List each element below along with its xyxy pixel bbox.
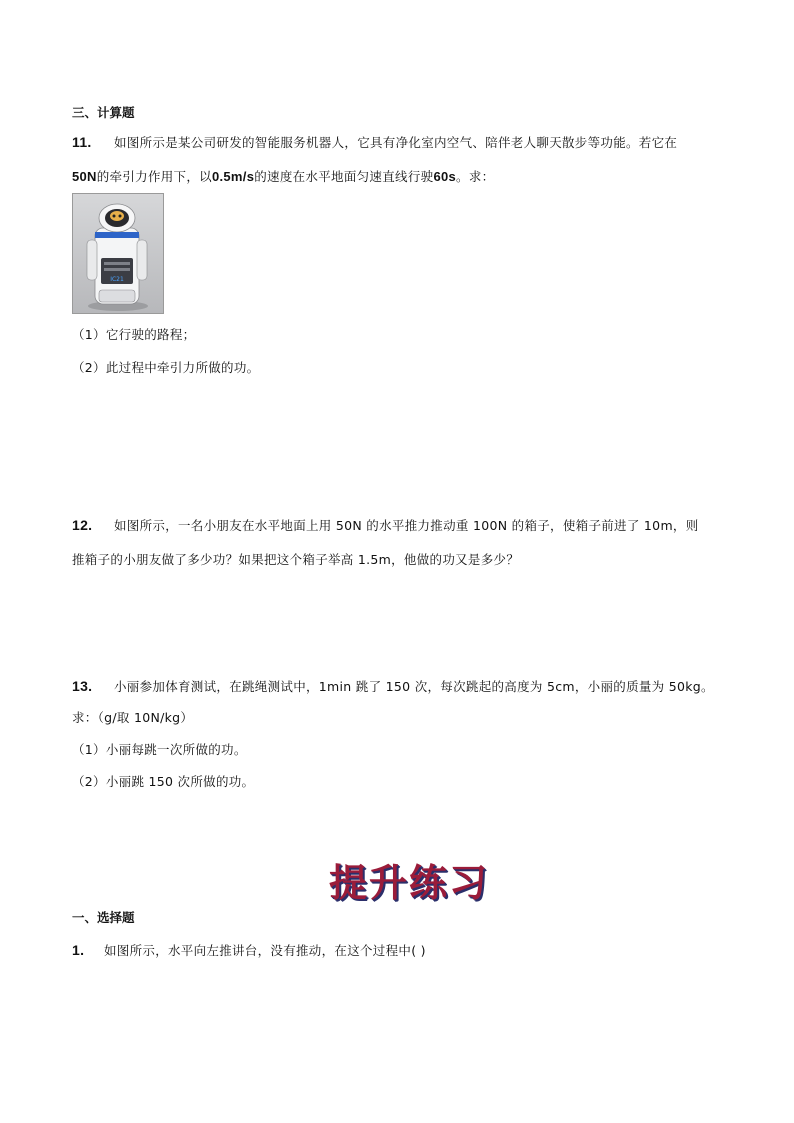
question-11-part2: （2）此过程中牵引力所做的功。 [72, 360, 260, 375]
question-11-text-c: 。求： [456, 169, 495, 184]
question-12-text: 如图所示，一名小朋友在水平地面上用 50N 的水平推力推动重 100N 的箱子，使箱子前进了 10m，则 [114, 518, 699, 533]
robot-photo [72, 193, 164, 314]
question-13-line1 [72, 677, 714, 695]
question-11-text-b: 的速度在水平地面匀速直线行驶 [254, 169, 434, 184]
robot-label: IC21 [110, 276, 124, 283]
question-12-line1 [72, 516, 699, 534]
question-11-text: 如图所示是某公司研发的智能服务机器人，它具有净化室内空气、陪伴老人聊天散步等功能。若它在 [114, 135, 678, 150]
section-heading-calculation: 三、计算题 [72, 105, 135, 120]
question-1-text: 如图所示，水平向左推讲台，没有推动，在这个过程中( ) [104, 943, 426, 958]
question-11-text-a: 的牵引力作用下，以 [96, 169, 212, 184]
question-13-text: 小丽参加体育测试，在跳绳测试中，1min 跳了 150 次，每次跳起的高度为 5cm，小丽的质量为 50kg。 [114, 679, 714, 694]
question-11-line1 [72, 133, 677, 151]
question-11-line2 [72, 167, 494, 185]
question-12-number: 12. [72, 517, 93, 533]
question-13-number: 13. [72, 678, 93, 694]
practice-banner-title: 提升练习 [329, 860, 490, 905]
speed-value: 0.5m/s [211, 169, 255, 184]
question-13-line2: 求：（g/取 10N/kg） [72, 710, 194, 725]
force-value: 50N [72, 169, 97, 184]
question-12-line2: 推箱子的小朋友做了多少功？如果把这个箱子举高 1.5m，他做的功又是多少？ [72, 552, 520, 567]
section-heading-choice: 一、选择题 [72, 910, 135, 925]
question-13-part2: （2）小丽跳 150 次所做的功。 [72, 774, 255, 789]
question-1-number: 1. [72, 942, 85, 958]
robot-icon [73, 194, 163, 313]
time-value: 60s [433, 169, 457, 184]
question-11-number: 11. [72, 134, 92, 150]
question-11-part1: （1）它行驶的路程； [72, 327, 196, 342]
question-1-line [72, 941, 426, 959]
question-13-part1: （1）小丽每跳一次所做的功。 [72, 742, 247, 757]
